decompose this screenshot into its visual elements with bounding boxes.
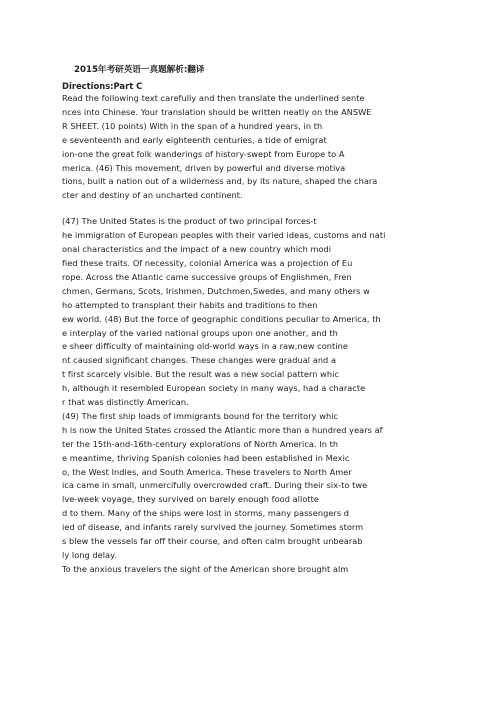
- text-line: ica came in small, unmercifully overcrowded craft. During their six-to twe: [62, 480, 368, 491]
- text-line: R SHEET. (10 points) With in the span of a hundred years, in th: [62, 120, 323, 131]
- text-line: ho attempted to transplant their habits and traditions to then: [62, 299, 318, 310]
- text-line: To the anxious travelers the sight of the American shore brought alm: [62, 563, 349, 574]
- text-line: merica. (46) This movement, driven by powerful and diverse motiva: [62, 162, 346, 173]
- text-line: r that was distinctly American.: [62, 397, 189, 408]
- text-line: e interplay of the varied national groups upon one another, and th: [62, 327, 338, 338]
- text-line: (47) The United States is the product of two principal forces-t: [62, 216, 317, 227]
- text-line: he immigration of European peoples with their varied ideas, customs and nati: [62, 230, 386, 241]
- text-line: Read the following text carefully and then translate the underlined sente: [62, 93, 365, 103]
- text-line: t first scarcely visible. But the result was a new social pattern whic: [62, 369, 339, 380]
- text-line: e seventeenth and early eighteenth centuries, a tide of emigrat: [62, 134, 327, 145]
- paragraph-1: [62, 92, 438, 203]
- paragraph-spacer: [62, 203, 438, 215]
- text-line: nt caused significant changes. These changes were gradual and a: [62, 355, 337, 366]
- text-line: ew world. (48) But the force of geographic conditions peculiar to America, th: [62, 313, 381, 324]
- text-line: s blew the vessels far off their course, and often calm brought unbearab: [62, 536, 363, 547]
- text-line: (49) The first ship loads of immigrants bound for the territory whic: [62, 410, 339, 421]
- text-line: cter and destiny of an uncharted continent.: [62, 190, 243, 201]
- text-line: tions, built a nation out of a wilderness and, by its nature, shaped the chara: [62, 176, 378, 187]
- text-line: e sheer difficulty of maintaining old-world ways in a raw,new contine: [62, 341, 348, 352]
- text-line: nces into Chinese. Your translation should be written neatly on the ANSWE: [62, 106, 372, 117]
- text-line: lve-week voyage, they survived on barely enough food allotte: [62, 494, 319, 505]
- text-line: o, the West Indies, and South America. These travelers to North Amer: [62, 466, 352, 477]
- text-line: d to them. Many of the ships were lost in storms, many passengers d: [62, 508, 350, 519]
- paragraph-2: [62, 215, 438, 410]
- text-line: ied of disease, and infants rarely survived the journey. Sometimes storm: [62, 522, 364, 533]
- text-line: ter the 15th-and-16th-century explorations of North America. In th: [62, 438, 339, 449]
- document-title: 2015年考研英语一真题解析:翻译: [74, 65, 205, 75]
- directions-heading: Directions:Part C: [62, 81, 143, 91]
- text-line: h is now the United States crossed the Atlantic more than a hundred years af: [62, 424, 383, 435]
- text-line: ly long delay.: [62, 550, 117, 560]
- text-line: e meantime, thriving Spanish colonies had been established in Mexic: [62, 452, 350, 463]
- text-line: fied these traits. Of necessity, colonial America was a projection of Eu: [62, 257, 353, 268]
- text-line: onal characteristics and the impact of a new country which modi: [62, 244, 332, 255]
- text-line: chmen, Germans, Scots, Irishmen, Dutchmen,Swedes, and many others w: [62, 285, 370, 296]
- text-line: rope. Across the Atlantic came successive groups of Englishmen, Fren: [62, 271, 352, 282]
- text-line: h, although it resembled European society in many ways, had a characte: [62, 383, 366, 394]
- paragraph-3: [62, 410, 438, 577]
- text-line: ion-one the great folk wanderings of history-swept from Europe to A: [62, 148, 345, 159]
